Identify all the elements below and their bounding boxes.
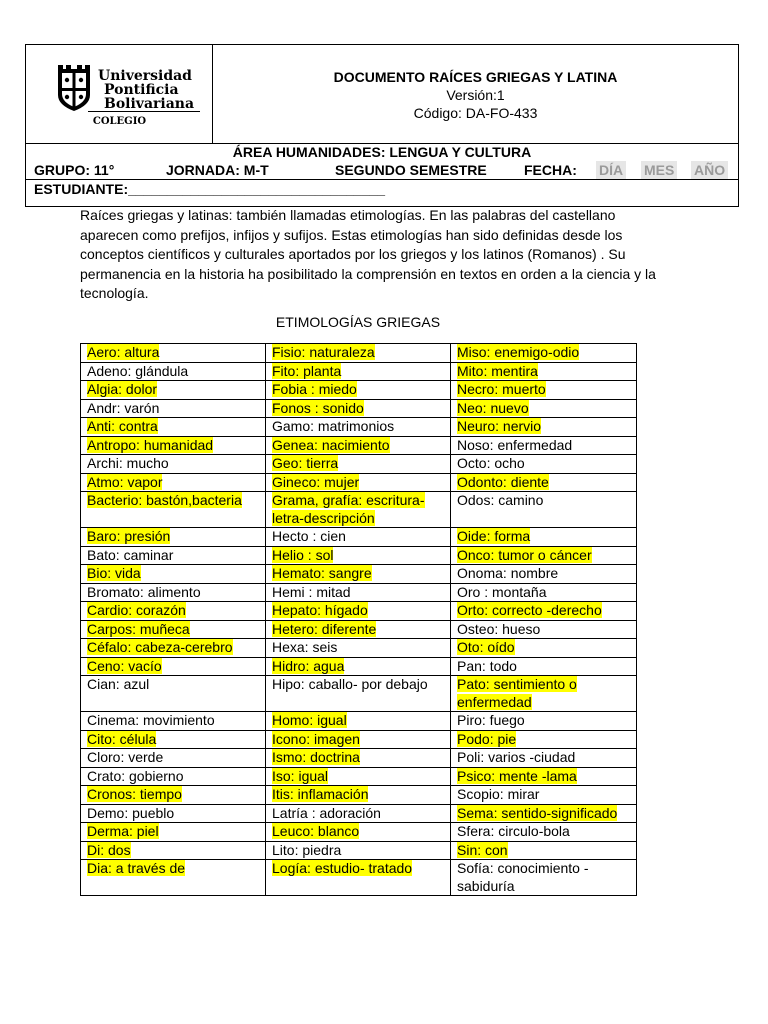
etymology-entry: Sin: con xyxy=(457,841,508,858)
table-cell xyxy=(81,730,266,749)
etymology-entry: Homo: igual xyxy=(272,712,347,728)
table-cell xyxy=(266,767,451,786)
table-cell xyxy=(451,657,637,676)
etymology-entry: Sfera: circulo-bola xyxy=(457,823,570,839)
table-row xyxy=(81,657,637,676)
table-cell xyxy=(266,620,451,639)
table-cell xyxy=(266,749,451,768)
table-cell xyxy=(451,436,637,455)
etymology-entry: Baro: presión xyxy=(87,528,171,544)
etymology-entry: Cito: célula xyxy=(87,730,157,747)
university-crest-icon xyxy=(56,65,92,111)
table-row xyxy=(81,730,637,749)
table-cell xyxy=(451,676,637,712)
table-cell xyxy=(451,620,637,639)
table-cell xyxy=(81,565,266,584)
table-cell xyxy=(81,712,266,731)
etymology-entry: Cian: azul xyxy=(87,676,150,692)
etymology-entry: Demo: pueblo xyxy=(87,804,175,821)
table-cell xyxy=(81,657,266,676)
logo-cell xyxy=(26,45,213,143)
etymology-entry: Cloro: verde xyxy=(87,749,164,765)
document-title: DOCUMENTO RAÍCES GRIEGAS Y LATINA xyxy=(333,69,618,85)
etymology-entry: Ismo: doctrina xyxy=(272,749,360,765)
table-cell xyxy=(266,362,451,381)
etymology-entry: Gamo: matrimonios xyxy=(272,418,395,434)
etymology-table-body xyxy=(81,344,637,896)
table-cell xyxy=(81,492,266,528)
etymology-entry: Hipo: caballo- por debajo xyxy=(272,676,428,692)
etymology-entry: Cinema: movimiento xyxy=(87,712,215,728)
table-cell xyxy=(451,860,637,896)
etymology-entry: Scopio: mirar xyxy=(457,786,540,802)
etymology-entry: Bacterio: bastón,bacteria xyxy=(87,492,242,508)
table-cell xyxy=(451,473,637,492)
etymology-entry: Fito: planta xyxy=(272,362,342,379)
university-name-line-2: Pontificia xyxy=(104,82,179,98)
etymology-entry: Oro : montaña xyxy=(457,583,547,600)
table-cell xyxy=(451,767,637,786)
etymology-entry: Neo: nuevo xyxy=(457,399,529,416)
table-row xyxy=(81,860,637,896)
etymology-table xyxy=(80,343,637,896)
etymology-entry: Odonto: diente xyxy=(457,473,549,490)
etymology-entry: Gineco: mujer xyxy=(272,473,360,490)
etymology-entry: Miso: enemigo-odio xyxy=(457,344,580,360)
day-field[interactable]: DÍA xyxy=(596,161,626,179)
table-cell xyxy=(81,436,266,455)
semestre-label: SEGUNDO SEMESTRE xyxy=(335,162,487,178)
intro-paragraph: Raíces griegas y latinas: también llamadas etimologías. En las palabras del castellano aparecen como prefijos, infijos y sufijos. Estas etimologías han sido definidas desde los conceptos científicos y culturales aportados por los griegos y los latinos (Romanos) . Su permanencia en la historia ha posibilitado la comprensión en textos en orden a la ciencia y la tecnología. xyxy=(80,207,656,301)
table-cell xyxy=(451,841,637,860)
etymology-entry: Poli: varios -ciudad xyxy=(457,749,576,765)
fecha-label: FECHA: xyxy=(524,162,577,178)
table-cell xyxy=(451,749,637,768)
table-cell xyxy=(266,381,451,400)
table-cell xyxy=(81,767,266,786)
etymology-entry: Cronos: tiempo xyxy=(87,786,182,802)
etymology-entry: Hecto : cien xyxy=(272,528,346,544)
etymology-entry: Odos: camino xyxy=(457,492,544,508)
etymology-entry: Derma: piel xyxy=(87,823,159,839)
etymology-entry: Algia: dolor xyxy=(87,381,158,397)
table-row xyxy=(81,620,637,639)
table-cell xyxy=(81,602,266,621)
etymology-entry: Crato: gobierno xyxy=(87,767,184,784)
table-cell xyxy=(81,528,266,547)
table-cell xyxy=(451,455,637,474)
table-cell xyxy=(81,841,266,860)
table-cell xyxy=(266,492,451,528)
table-cell xyxy=(266,786,451,805)
table-cell xyxy=(266,546,451,565)
table-row xyxy=(81,344,637,363)
etymology-entry: Orto: correcto -derecho xyxy=(457,602,602,618)
etymology-entry: Sema: sentido-significado xyxy=(457,804,618,821)
etymology-entry: Céfalo: cabeza-cerebro xyxy=(87,639,233,655)
table-cell xyxy=(451,528,637,547)
table-cell xyxy=(81,786,266,805)
etymology-entry: Octo: ocho xyxy=(457,455,525,471)
etymology-entry: Fisio: naturaleza xyxy=(272,344,375,360)
table-cell xyxy=(266,639,451,658)
table-cell xyxy=(81,344,266,363)
table-cell xyxy=(451,583,637,602)
table-cell xyxy=(81,583,266,602)
table-cell xyxy=(266,823,451,842)
student-field[interactable]: ESTUDIANTE:_________________________________ xyxy=(34,181,386,197)
table-cell xyxy=(451,381,637,400)
etymology-entry: Latría : adoración xyxy=(272,804,381,821)
table-row xyxy=(81,565,637,584)
table-cell xyxy=(451,399,637,418)
table-row xyxy=(81,602,637,621)
etymology-entry: Psico: mente -lama xyxy=(457,767,577,784)
table-cell xyxy=(266,565,451,584)
table-cell xyxy=(81,823,266,842)
table-cell xyxy=(266,418,451,437)
table-cell xyxy=(451,546,637,565)
table-cell xyxy=(266,602,451,621)
etymology-entry: Necro: muerto xyxy=(457,381,546,397)
table-cell xyxy=(451,418,637,437)
university-name xyxy=(98,69,194,111)
section-title: ETIMOLOGÍAS GRIEGAS xyxy=(275,314,441,330)
table-row xyxy=(81,639,637,658)
table-cell xyxy=(451,362,637,381)
table-cell xyxy=(81,639,266,658)
grupo-label: GRUPO: 11° xyxy=(34,162,115,178)
table-row xyxy=(81,436,637,455)
etymology-entry: Mito: mentira xyxy=(457,362,538,379)
table-cell xyxy=(266,804,451,823)
table-cell xyxy=(266,455,451,474)
table-cell xyxy=(451,344,637,363)
table-cell xyxy=(266,399,451,418)
jornada-label: JORNADA: M-T xyxy=(166,162,269,178)
table-cell xyxy=(266,528,451,547)
document-version: Versión:1 xyxy=(446,87,505,103)
etymology-entry: Sofía: conocimiento -sabiduría xyxy=(457,860,589,894)
table-row xyxy=(81,676,637,712)
etymology-entry: Podo: pie xyxy=(457,730,517,747)
university-name-line-3: Bolivariana xyxy=(104,96,195,112)
table-cell xyxy=(451,786,637,805)
table-cell xyxy=(266,344,451,363)
table-cell xyxy=(81,804,266,823)
etymology-entry: Pan: todo xyxy=(457,657,517,674)
month-field[interactable]: MES xyxy=(641,161,677,179)
table-cell xyxy=(81,473,266,492)
etymology-entry: Leuco: blanco xyxy=(272,823,360,839)
logo-divider xyxy=(88,111,200,112)
etymology-entry: Grama, grafía: escritura-letra-descripción xyxy=(272,492,425,526)
table-cell xyxy=(451,602,637,621)
etymology-entry: Dia: a través de xyxy=(87,860,186,876)
table-cell xyxy=(266,676,451,712)
etymology-entry: Fobia : miedo xyxy=(272,381,357,397)
etymology-entry: Lito: piedra xyxy=(272,841,342,858)
etymology-entry: Adeno: glándula xyxy=(87,362,189,379)
etymology-entry: Ceno: vacío xyxy=(87,657,162,674)
etymology-entry: Hetero: diferente xyxy=(272,620,377,637)
etymology-entry: Bromato: alimento xyxy=(87,583,201,600)
table-cell xyxy=(81,620,266,639)
etymology-entry: Anti: contra xyxy=(87,418,158,434)
etymology-entry: Bato: caminar xyxy=(87,546,174,563)
table-row xyxy=(81,583,637,602)
etymology-entry: Di: dos xyxy=(87,841,131,858)
etymology-entry: Hidro: agua xyxy=(272,657,345,674)
table-cell xyxy=(81,418,266,437)
table-row xyxy=(81,749,637,768)
table-cell xyxy=(81,546,266,565)
table-cell xyxy=(81,676,266,712)
table-cell xyxy=(266,473,451,492)
table-cell xyxy=(266,583,451,602)
area-title: ÁREA HUMANIDADES: LENGUA Y CULTURA xyxy=(232,144,532,160)
table-row xyxy=(81,841,637,860)
etymology-entry: Atmo: vapor xyxy=(87,473,163,490)
table-cell xyxy=(451,804,637,823)
etymology-entry: Piro: fuego xyxy=(457,712,525,728)
etymology-entry: Genea: nacimiento xyxy=(272,436,390,453)
table-row xyxy=(81,492,637,528)
table-row xyxy=(81,823,637,842)
etymology-entry: Carpos: muñeca xyxy=(87,620,190,637)
header-divider-2 xyxy=(26,179,738,180)
colegio-label: COLEGIO xyxy=(92,116,147,127)
table-cell xyxy=(81,381,266,400)
table-row xyxy=(81,767,637,786)
etymology-entry: Hemi : mitad xyxy=(272,583,351,600)
year-field[interactable]: AÑO xyxy=(691,161,728,179)
table-row xyxy=(81,528,637,547)
etymology-entry: Cardio: corazón xyxy=(87,602,186,618)
etymology-entry: Oide: forma xyxy=(457,528,531,544)
table-row xyxy=(81,473,637,492)
table-row xyxy=(81,546,637,565)
table-cell xyxy=(266,657,451,676)
table-cell xyxy=(81,455,266,474)
university-name-line-1: Universidad xyxy=(98,68,192,84)
table-cell xyxy=(266,436,451,455)
table-cell xyxy=(451,712,637,731)
etymology-entry: Antropo: humanidad xyxy=(87,436,214,453)
table-cell xyxy=(81,399,266,418)
etymology-entry: Hemato: sangre xyxy=(272,565,372,581)
table-row xyxy=(81,418,637,437)
table-cell xyxy=(451,823,637,842)
etymology-entry: Archi: mucho xyxy=(87,455,169,471)
table-row xyxy=(81,399,637,418)
title-cell xyxy=(213,45,738,143)
etymology-entry: Noso: enfermedad xyxy=(457,436,573,453)
etymology-entry: Onco: tumor o cáncer xyxy=(457,546,592,563)
etymology-entry: Andr: varón xyxy=(87,399,160,416)
etymology-entry: Hexa: seis xyxy=(272,639,338,655)
etymology-entry: Aero: altura xyxy=(87,344,160,360)
etymology-entry: Iso: igual xyxy=(272,767,329,784)
table-row xyxy=(81,712,637,731)
table-row xyxy=(81,381,637,400)
table-cell xyxy=(81,749,266,768)
table-row xyxy=(81,455,637,474)
table-cell xyxy=(81,860,266,896)
table-cell xyxy=(81,362,266,381)
table-cell xyxy=(266,730,451,749)
etymology-entry: Pato: sentimiento o enfermedad xyxy=(457,676,577,710)
etymology-entry: Helio : sol xyxy=(272,546,334,563)
etymology-entry: Logía: estudio- tratado xyxy=(272,860,413,876)
table-row xyxy=(81,804,637,823)
table-row xyxy=(81,786,637,805)
etymology-entry: Hepato: hígado xyxy=(272,602,368,618)
table-cell xyxy=(266,860,451,896)
etymology-entry: Fonos : sonido xyxy=(272,399,364,416)
etymology-entry: Osteo: hueso xyxy=(457,620,541,637)
etymology-entry: Geo: tierra xyxy=(272,455,339,471)
etymology-entry: Onoma: nombre xyxy=(457,565,559,581)
table-cell xyxy=(266,712,451,731)
etymology-entry: Icono: imagen xyxy=(272,730,360,747)
table-cell xyxy=(451,565,637,584)
etymology-entry: Bio: vida xyxy=(87,565,141,581)
table-cell xyxy=(266,841,451,860)
table-row xyxy=(81,362,637,381)
table-cell xyxy=(451,730,637,749)
etymology-entry: Oto: oído xyxy=(457,639,515,655)
etymology-entry: Itis: inflamación xyxy=(272,786,369,802)
document-header xyxy=(25,44,739,207)
table-cell xyxy=(451,639,637,658)
table-cell xyxy=(451,492,637,528)
document-code: Código: DA-FO-433 xyxy=(413,105,538,121)
etymology-entry: Neuro: nervio xyxy=(457,418,542,434)
